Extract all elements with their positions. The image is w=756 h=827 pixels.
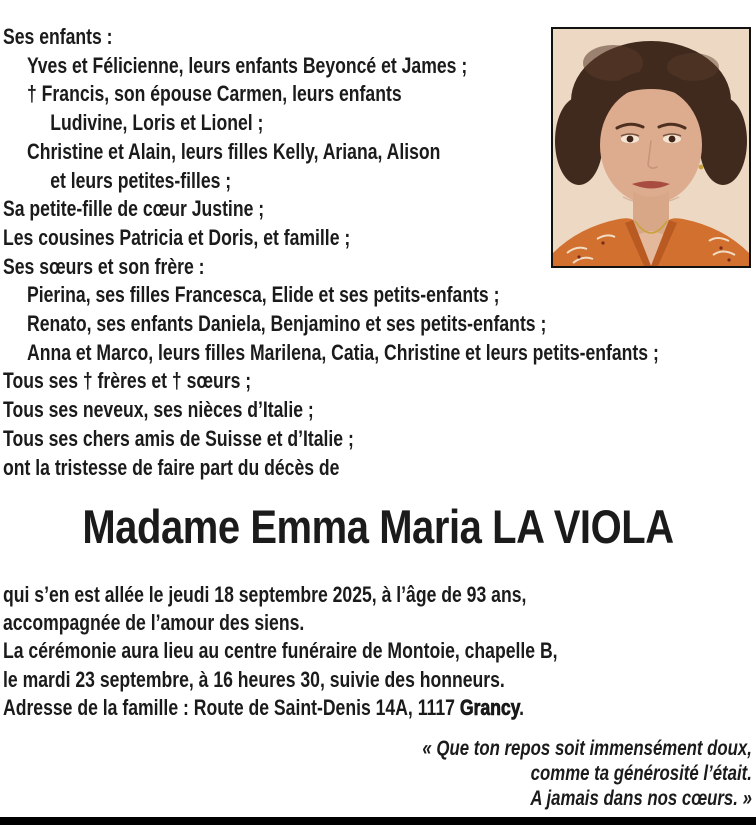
family-line: † Francis, son épouse Carmen, leurs enfants — [27, 81, 402, 107]
address-suffix: . — [519, 694, 525, 720]
family-line: et leurs petites-filles ; — [50, 167, 232, 193]
detail-line: le mardi 23 septembre, à 16 heures 30, suivie des honneurs. — [3, 666, 505, 692]
detail-line: accompagnée de l’amour des siens. — [3, 610, 305, 636]
detail-line: qui s’en est allée le jeudi 18 septembre 2025, à l’âge de 93 ans, — [3, 582, 527, 607]
ceremony-details — [3, 581, 558, 722]
family-line: Les cousines Patricia et Doris, et famille ; — [3, 224, 351, 250]
family-line: Tous ses chers amis de Suisse et d’Italie ; — [3, 425, 354, 451]
family-line: Ludivine, Loris et Lionel ; — [50, 110, 264, 136]
family-line: Tous ses neveux, ses nièces d’Italie ; — [3, 397, 314, 423]
family-line: ont la tristesse de faire part du décès de — [3, 454, 340, 480]
earring — [699, 165, 704, 170]
family-line: Yves et Félicienne, leurs enfants Beyoncé et James ; — [27, 52, 468, 78]
address-prefix: Adresse de la famille : Route de Saint-Denis 14A, 1117 — [3, 694, 460, 720]
quote-line: A jamais dans nos cœurs. » — [530, 787, 752, 810]
detail-line: La cérémonie aura lieu au centre funéraire de Montoie, chapelle B, — [3, 638, 558, 664]
family-line: Sa petite-fille de cœur Justine ; — [3, 196, 265, 222]
family-line: Ses sœurs et son frère : — [3, 253, 205, 279]
family-line: Renato, ses enfants Daniela, Benjamino et ses petits-enfants ; — [27, 311, 547, 337]
family-line: Ses enfants : — [3, 24, 113, 49]
portrait-photo — [551, 27, 751, 268]
quote-line: « Que ton repos soit immensément doux, — [422, 737, 752, 760]
footer-divider-bar — [0, 817, 756, 825]
memorial-quote — [422, 736, 752, 811]
family-line: Tous ses † frères et † sœurs ; — [3, 368, 252, 394]
address-locality: Grancy — [459, 694, 520, 720]
family-line: Anna et Marco, leurs filles Marilena, Catia, Christine et leurs petits-enfants ; — [27, 339, 659, 365]
family-line: Pierina, ses filles Francesca, Elide et ses petits-enfants ; — [27, 282, 500, 308]
quote-line: comme ta générosité l’était. — [530, 762, 752, 785]
portrait-illustration — [553, 29, 749, 266]
family-line: Christine et Alain, leurs filles Kelly, Ariana, Alison — [27, 138, 441, 164]
family-address-line — [3, 694, 558, 722]
deceased-name: Madame Emma Maria LA VIOLA — [82, 500, 674, 553]
